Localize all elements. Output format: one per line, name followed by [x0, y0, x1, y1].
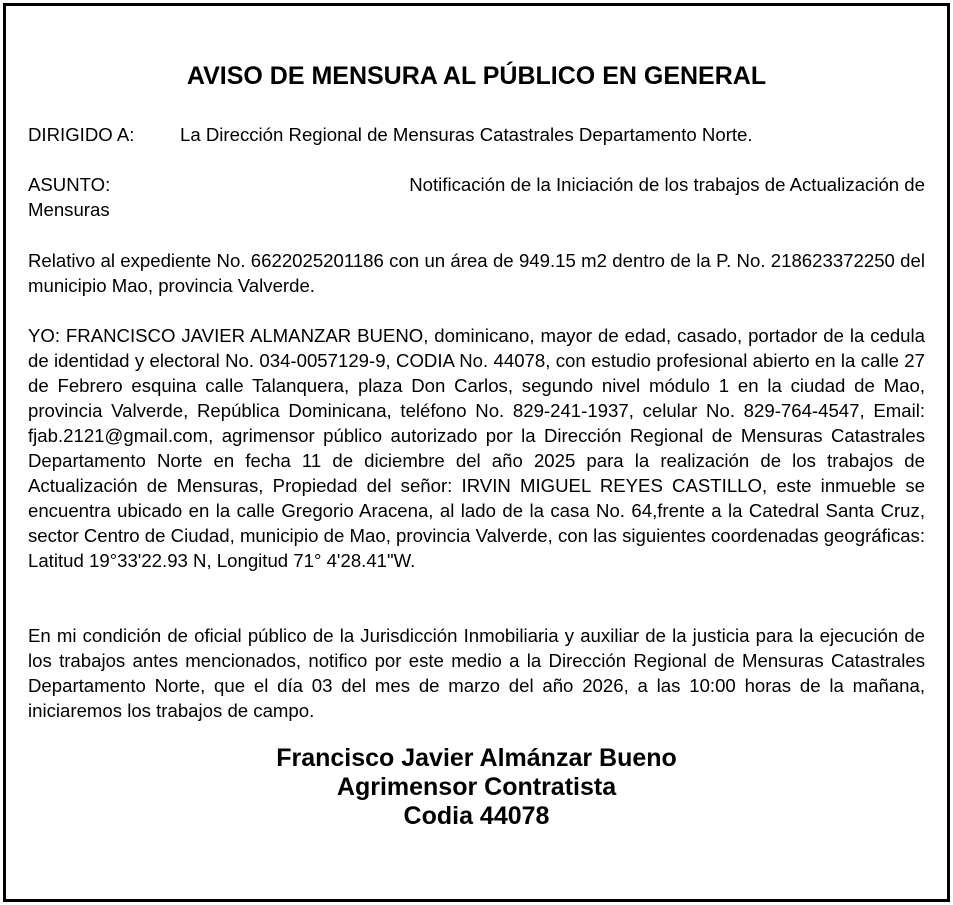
- asunto-value: Notificación de la Iniciación de los trabajos de Actualización de: [409, 174, 925, 195]
- signature-block: [28, 744, 925, 831]
- asunto-label: ASUNTO:: [28, 174, 111, 195]
- notice-title: AVISO DE MENSURA AL PÚBLICO EN GENERAL: [186, 62, 767, 90]
- notice-frame: [3, 3, 950, 902]
- paragraph-condition: En mi condición de oficial público de la Jurisdicción Inmobiliaria y auxiliar de la justicia para la ejecución de los trabajos antes mencionados, notifico por este medio a la Dirección Regional de Mensuras Catastrales Departamento Norte, que el día 03 del mes de marzo del año 2026, a las 10:00 horas de la mañana, iniciaremos los trabajos de campo.: [28, 625, 925, 721]
- dirigido-label: DIRIGIDO A:: [28, 124, 135, 145]
- paragraph-expediente: Relativo al expediente No. 6622025201186 con un área de 949.15 m2 dentro de la P. No. 218623372250 del municipio Mao, provincia Valverde.: [28, 250, 925, 296]
- dirigido-row: [28, 122, 925, 147]
- signature-role: Agrimensor Contratista: [336, 773, 617, 801]
- signature-codia: Codia 44078: [403, 802, 550, 830]
- asunto-value-continuation: Mensuras: [28, 199, 110, 220]
- dirigido-value: La Dirección Regional de Mensuras Catastrales Departamento Norte.: [180, 124, 753, 145]
- signature-name: Francisco Javier Almánzar Bueno: [276, 744, 677, 772]
- asunto-row: [28, 172, 925, 222]
- asunto-line: [28, 172, 925, 197]
- paragraph-declarant: YO: FRANCISCO JAVIER ALMANZAR BUENO, dominicano, mayor de edad, casado, portador de la cedula de identidad y electoral No. 034-0057129-9, CODIA No. 44078, con estudio profesional abierto en la calle 27 de Febrero esquina calle Talanquera, plaza Don Carlos, segundo nivel módulo 1 en la ciudad de Mao, provincia Valverde, República Dominicana, teléfono No. 829-241-1937, celular No. 829-764-4547, Email: fjab.2121@gmail.com, agrimensor público autorizado por la Dirección Regional de Mensuras Catastrales Departamento Norte en fecha 11 de diciembre del año 2025 para la realización de los trabajos de Actualización de Mensuras, Propiedad del señor: IRVIN MIGUEL REYES CASTILLO, este inmueble se encuentra ubicado en la calle Gregorio Aracena, al lado de la casa No. 64,frente a la Catedral Santa Cruz, sector Centro de Ciudad, municipio de Mao, provincia Valverde, con las siguientes coordenadas geográficas: Latitud 19°33'22.93 N, Longitud 71° 4'28.41"W.: [28, 325, 925, 571]
